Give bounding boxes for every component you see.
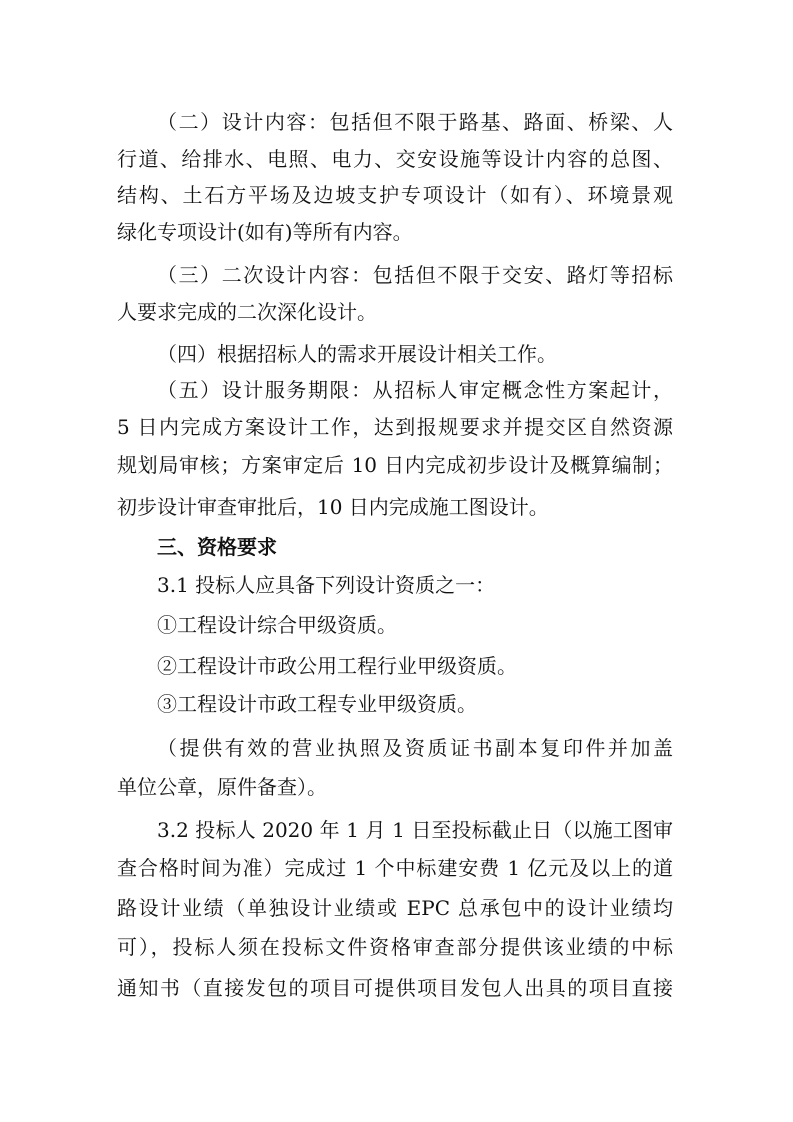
paragraph-line: 5 日内完成方案设计工作，达到报规要求并提交区自然资源 <box>117 415 673 439</box>
paragraph-line: （三）二次设计内容：包括但不限于交安、路灯等招标 <box>157 263 673 287</box>
list-item: ②工程设计市政公用工程行业甲级资质。 <box>157 654 517 678</box>
paragraph-line: 3.1 投标人应具备下列设计资质之一： <box>157 573 496 597</box>
list-item: ①工程设计综合甲级资质。 <box>157 613 397 637</box>
paragraph-line: 行道、给排水、电照、电力、交安设施等设计内容的总图、 <box>117 147 673 171</box>
paragraph-line: （二）设计内容：包括但不限于路基、路面、桥梁、人 <box>157 110 673 134</box>
paragraph-line: （五）设计服务期限：从招标人审定概念性方案起计， <box>157 378 673 402</box>
paragraph-line: 通知书（直接发包的项目可提供项目发包人出具的项目直接 <box>117 976 673 1000</box>
section-heading: 三、资格要求 <box>157 535 277 559</box>
paragraph-line: 单位公章，原件备查）。 <box>117 775 327 799</box>
paragraph-line: 规划局审核；方案审定后 10 日内完成初步设计及概算编制； <box>117 453 673 477</box>
paragraph-line: 绿化专项设计(如有)等所有内容。 <box>117 220 413 244</box>
paragraph-line: 初步设计审查审批后，10 日内完成施工图设计。 <box>117 495 549 519</box>
paragraph-line: （提供有效的营业执照及资质证书副本复印件并加盖 <box>157 736 673 760</box>
paragraph-line: 结构、土石方平场及边坡支护专项设计（如有）、环境景观 <box>117 183 673 207</box>
paragraph-line: 可），投标人须在投标文件资格审查部分提供该业绩的中标 <box>117 935 673 959</box>
paragraph-line: 路设计业绩（单独设计业绩或 EPC 总承包中的设计业绩均 <box>117 896 673 920</box>
paragraph-line: 3.2 投标人 2020 年 1 月 1 日至投标截止日（以施工图审 <box>157 818 673 842</box>
paragraph-line: （四）根据招标人的需求开展设计相关工作。 <box>157 342 557 366</box>
list-item: ③工程设计市政工程专业甲级资质。 <box>157 692 477 716</box>
paragraph-line: 查合格时间为准）完成过 1 个中标建安费 1 亿元及以上的道 <box>117 856 673 880</box>
paragraph-line: 人要求完成的二次深化设计。 <box>117 300 377 324</box>
